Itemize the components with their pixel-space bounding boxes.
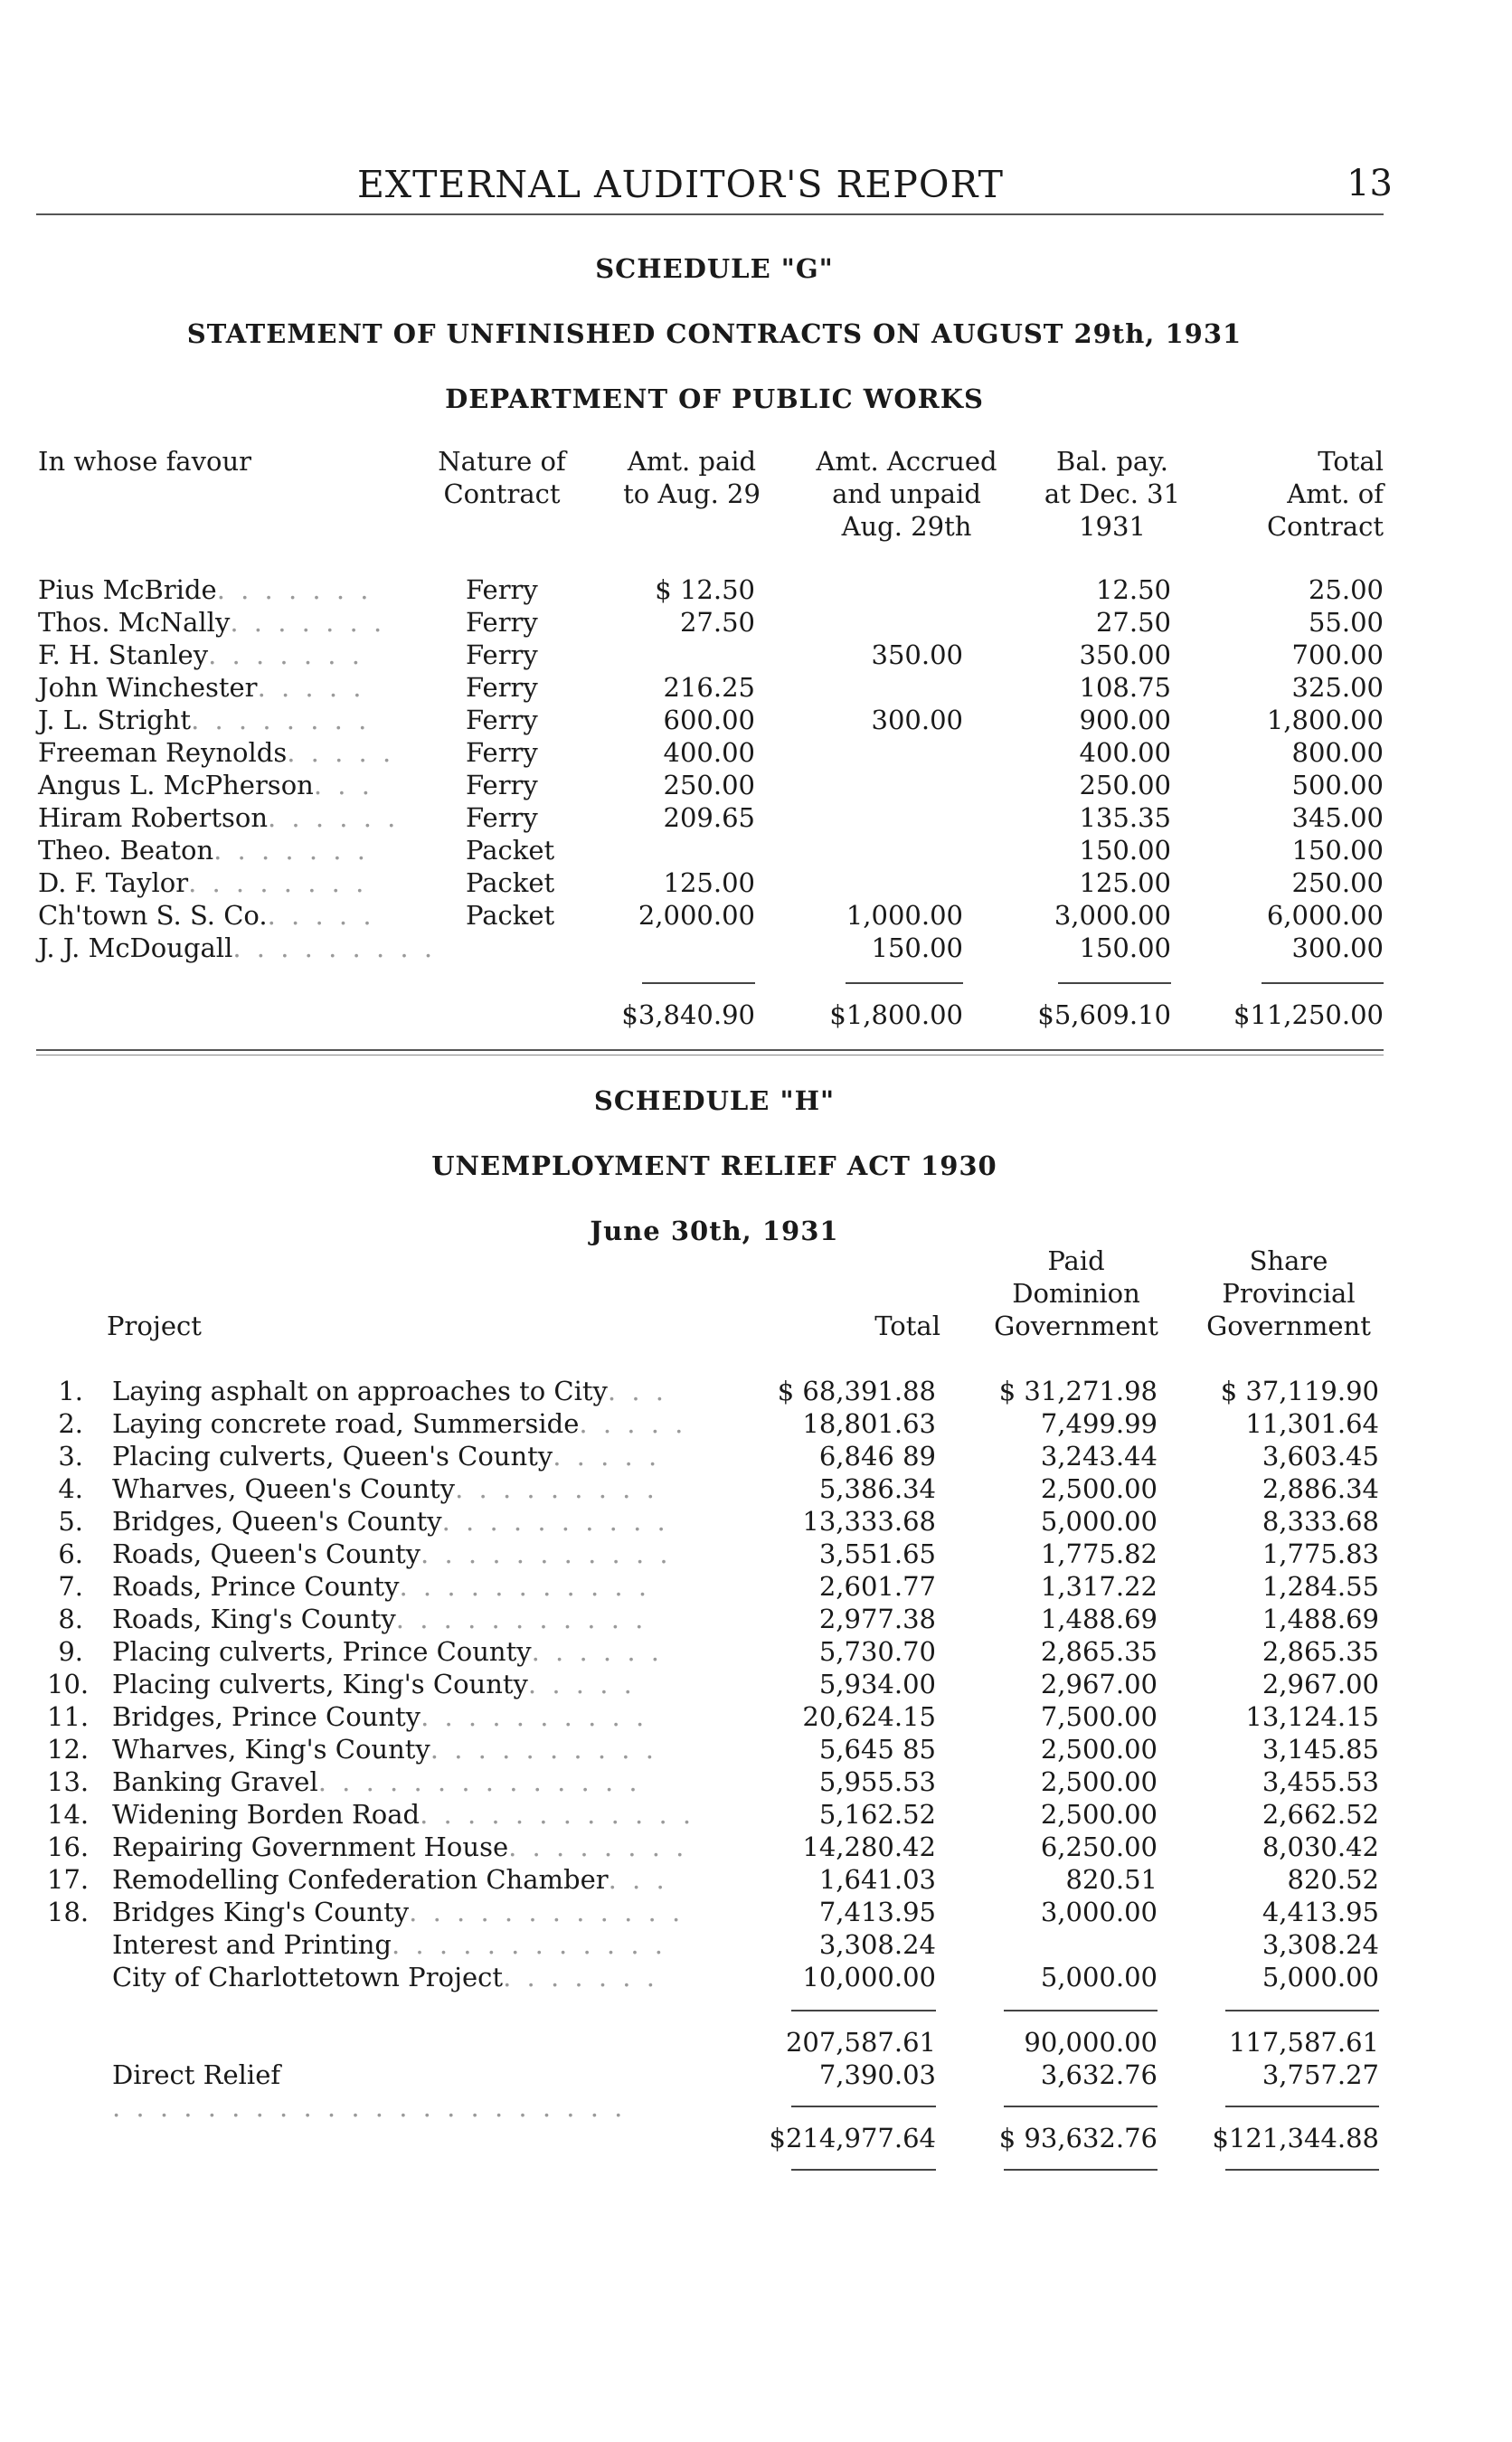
table-row: Widening Borden Road. . . . . . . . . . . . (112, 1799, 695, 1830)
direct-relief-provincial: 3,757.27 (1262, 2059, 1379, 2090)
col-header-dominion: Paid Dominion Government (994, 1245, 1158, 1341)
schedule-g-department: DEPARTMENT OF PUBLIC WORKS (445, 383, 984, 414)
contracts-total-paid: $3,840.90 (621, 999, 755, 1030)
table-row: Theo. Beaton. . . . . . . (38, 835, 369, 866)
table-row: Interest and Printing. . . . . . . . . . . . (112, 1929, 667, 1960)
table-row: J. L. Stright. . . . . . . . (38, 705, 371, 735)
sum-rule (791, 2169, 936, 2171)
projects-provincial-column: $ 37,119.90 11,301.64 3,603.45 2,886.34 8,333.68 1,775.83 1,284.55 1,488.69 2,865.35 2,967.00 13,124.15 3,145.85 3,455.53 2,662.52 8,030.42 820.52 4,413.95 3,308.24 5,000.00 (1220, 1376, 1379, 1992)
sum-rule (791, 2010, 936, 2011)
contracts-balance-column: 12.50 27.50 350.00 108.75 900.00 400.00 250.00 135.35 150.00 125.00 3,000.00 150.00 (1054, 574, 1171, 963)
contracts-paid-column: $ 12.50 27.50 216.25 600.00 400.00 250.00 209.65 125.00 2,000.00 (638, 574, 755, 931)
contracts-total-column: 25.00 55.00 700.00 325.00 1,800.00 800.00 500.00 345.00 150.00 250.00 6,000.00 300.00 (1266, 574, 1384, 963)
contracts-name-column (38, 573, 463, 964)
contracts-total-amount: $11,250.00 (1233, 999, 1384, 1030)
sum-rule (1225, 2106, 1379, 2107)
projects-number-column: 1. 2. 3. 4. 5. 6. 7. 8. 9. 10. 11. 12. 13. 14. 16. 17. 18. (47, 1376, 90, 1927)
table-row: Freeman Reynolds. . . . . (38, 737, 395, 768)
col-header-total: Total Amt. of Contract (1266, 446, 1384, 542)
table-row: Wharves, King's County. . . . . . . . . . (112, 1734, 657, 1765)
schedule-g-title: SCHEDULE "G" (595, 253, 834, 284)
table-row: Roads, Prince County. . . . . . . . . . . (112, 1571, 651, 1602)
projects-total-column: $ 68,391.88 18,801.63 6,846 89 5,386.34 13,333.68 3,551.65 2,601.77 2,977.38 5,730.70 5,934.00 20,624.15 5,645 85 5,955.53 5,162.52 14,280.42 1,641.03 7,413.95 3,308.24 10,000.00 (777, 1376, 936, 1992)
direct-relief-total: 7,390.03 (818, 2059, 936, 2090)
table-row: Laying asphalt on approaches to City. . . (112, 1376, 668, 1406)
table-row: Bridges, Prince County. . . . . . . . . . (112, 1701, 648, 1732)
projects-subtotal-dominion: 90,000.00 (1024, 2027, 1158, 2058)
table-row: Roads, Queen's County. . . . . . . . . . . (112, 1538, 672, 1569)
sum-rule (846, 982, 963, 984)
sum-rule (1004, 2106, 1158, 2107)
table-row: Roads, King's County. . . . . . . . . . . (112, 1604, 647, 1634)
sum-rule (1058, 982, 1171, 984)
contracts-total-balance: $5,609.10 (1037, 999, 1171, 1030)
direct-relief-dominion: 3,632.76 (1040, 2059, 1158, 2090)
grand-total-provincial: $121,344.88 (1212, 2123, 1379, 2153)
col-header-accrued: Amt. Accrued and unpaid Aug. 29th (816, 446, 997, 542)
schedule-h-title: SCHEDULE "H" (593, 1085, 836, 1116)
grand-total-total: $214,977.64 (769, 2123, 936, 2153)
contracts-total-accrued: $1,800.00 (829, 999, 963, 1030)
table-row: City of Charlottetown Project. . . . . . . (112, 1962, 658, 1992)
table-row: F. H. Stanley. . . . . . . (38, 639, 364, 670)
table-row: John Winchester. . . . . (38, 672, 365, 703)
section-rule (36, 1049, 1384, 1051)
col-header-provincial: Share Provincial Government (1206, 1245, 1371, 1341)
table-row: Remodelling Confederation Chamber. . . (112, 1864, 668, 1895)
projects-subtotal-total: 207,587.61 (785, 2027, 936, 2058)
sum-rule (1004, 2010, 1158, 2011)
col-header-nature: Nature of Contract (438, 446, 566, 509)
projects-subtotal-provincial: 117,587.61 (1228, 2027, 1379, 2058)
schedule-h-date: June 30th, 1931 (590, 1216, 839, 1246)
col-header-paid: Amt. paid to Aug. 29 (623, 446, 761, 509)
page-header (36, 163, 1393, 208)
projects-name-column (112, 1375, 763, 1993)
table-row: Ch'town S. S. Co.. . . . . (38, 900, 375, 931)
sum-rule (642, 982, 755, 984)
col-header-favour: In whose favour (38, 446, 251, 477)
sum-rule (1225, 2010, 1379, 2011)
grand-total-dominion: $ 93,632.76 (998, 2123, 1158, 2153)
table-row: Bridges King's County. . . . . . . . . . . . (112, 1897, 685, 1927)
projects-dominion-column: $ 31,271.98 7,499.99 3,243.44 2,500.00 5,000.00 1,775.82 1,317.22 1,488.69 2,865.35 2,967.00 7,500.00 2,500.00 2,500.00 2,500.00 6,250.00 820.51 3,000.00 5,000.00 (998, 1376, 1158, 1992)
header-rule (36, 213, 1384, 215)
table-row: Angus L. McPherson. . . (38, 770, 373, 800)
direct-relief-label: Direct Relief. . . . . . . . . . . . . . . . . . . . . . (112, 2059, 627, 2123)
col-header-total: Total (874, 1311, 940, 1341)
col-header-balance: Bal. pay. at Dec. 31 1931 (1044, 446, 1181, 542)
contracts-nature-column: Ferry Ferry Ferry Ferry Ferry Ferry Ferry Ferry Packet Packet Packet (466, 574, 555, 931)
table-row: Placing culverts, Prince County. . . . . . (112, 1636, 664, 1667)
sum-rule (1262, 982, 1384, 984)
table-row: Wharves, Queen's County. . . . . . . . . (112, 1473, 658, 1504)
table-row: Laying concrete road, Summerside. . . . . (112, 1408, 687, 1439)
page-number: 13 (1347, 163, 1393, 204)
table-row: Repairing Government House. . . . . . . . (112, 1832, 688, 1862)
sum-rule (1004, 2169, 1158, 2171)
page-title: EXTERNAL AUDITOR'S REPORT (357, 163, 1004, 206)
table-row: Thos. McNally. . . . . . . (38, 607, 386, 638)
table-row: Placing culverts, King's County. . . . . (112, 1669, 636, 1699)
sum-rule (1225, 2169, 1379, 2171)
contracts-accrued-column: 350.00 300.00 1,000.00 150.00 (846, 639, 963, 963)
table-row: Placing culverts, Queen's County. . . . . (112, 1441, 661, 1472)
schedule-h-subtitle: UNEMPLOYMENT RELIEF ACT 1930 (431, 1150, 997, 1181)
table-row: Banking Gravel. . . . . . . . . . . . . . (112, 1766, 641, 1797)
table-row: D. F. Taylor. . . . . . . . (38, 867, 368, 898)
col-header-project: Project (107, 1311, 202, 1341)
schedule-g-subtitle: STATEMENT OF UNFINISHED CONTRACTS ON AUGUST 29th, 1931 (186, 318, 1243, 349)
table-row: Hiram Robertson. . . . . . (38, 802, 400, 833)
table-row: Pius McBride. . . . . . . (38, 574, 373, 605)
sum-rule (791, 2106, 936, 2107)
table-row: J. J. McDougall. . . . . . . . . (38, 932, 437, 963)
table-row: Bridges, Queen's County. . . . . . . . . . (112, 1506, 669, 1537)
